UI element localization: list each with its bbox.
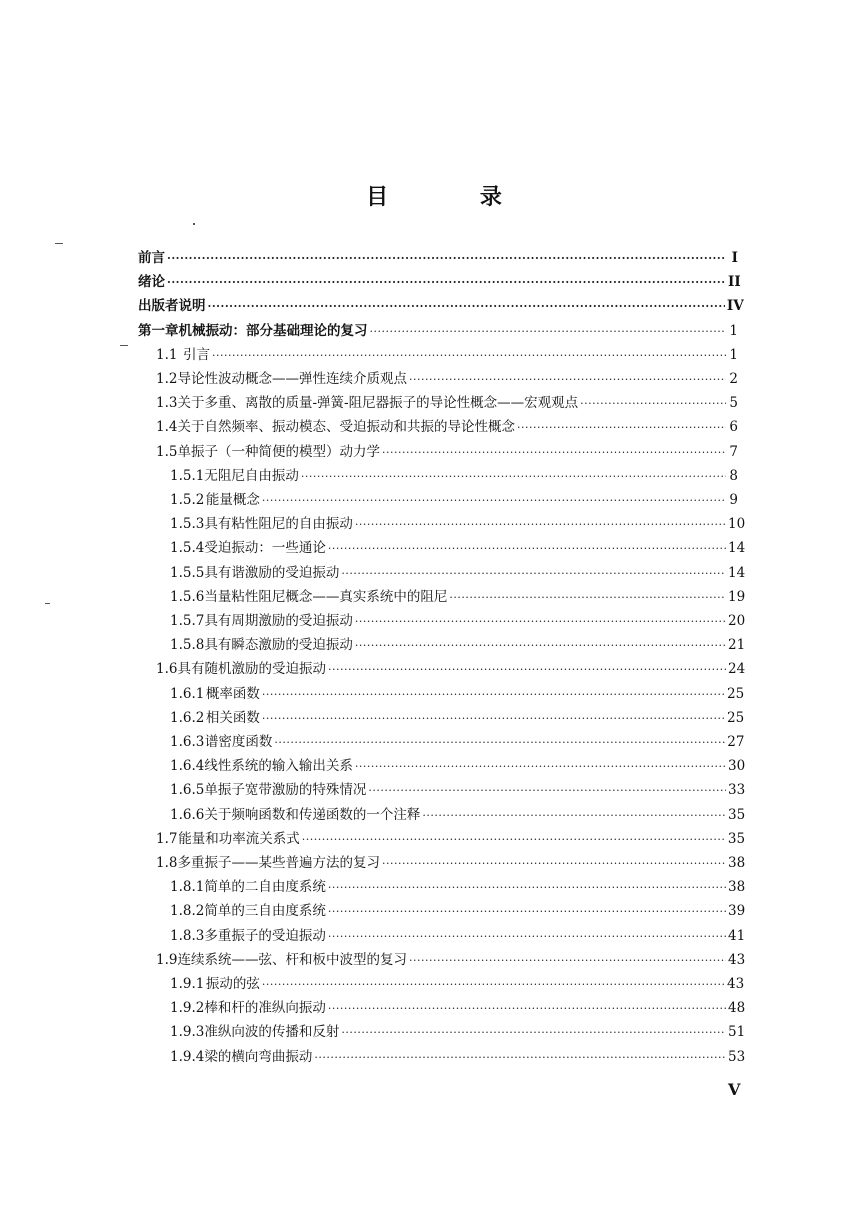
toc-entry-title: 单振子宽带激励的特殊情况 (204, 782, 367, 799)
toc-entry-page: 43 (728, 951, 746, 968)
toc-entry-page: 51 (728, 1024, 746, 1041)
dot-leader (370, 325, 727, 338)
toc-entry-number: 1.9.1 (170, 976, 205, 992)
dot-leader (382, 446, 726, 459)
toc-entry-title: 谱密度函数 (204, 734, 273, 750)
toc-entry-title: 引言 (183, 346, 210, 363)
toc-entry-page: 9 (729, 492, 738, 508)
toc-entry-number: 1.7 (156, 830, 178, 847)
dot-leader (355, 760, 726, 773)
toc-entry-page: 1 (729, 346, 738, 363)
toc-entry-page: 33 (728, 782, 746, 799)
toc-entry-page: 2 (729, 371, 738, 387)
toc-entry (170, 754, 746, 778)
toc-entry-number: 1.6.5 (170, 782, 205, 799)
dot-leader (208, 300, 725, 313)
toc-entry-title: 具有谐激励的受迫振动 (204, 564, 340, 581)
toc-entry-title: 能量和功率流关系式 (178, 830, 300, 847)
dot-leader (422, 809, 726, 822)
dot-leader (355, 518, 726, 531)
toc-entry (170, 1020, 746, 1044)
toc-entry (170, 682, 745, 706)
toc-entry-number: 1.5.8 (170, 637, 205, 654)
page-number: V (728, 1080, 741, 1099)
toc-entry-number: 1.4 (156, 419, 178, 436)
toc-entry-page: 5 (729, 395, 738, 412)
toc-entry (156, 415, 738, 439)
toc-entry-number: 1.8.3 (170, 927, 205, 944)
dot-leader (580, 397, 726, 410)
dot-leader (341, 567, 726, 580)
dot-leader (328, 542, 726, 555)
toc-entry-page: 1 (729, 322, 738, 339)
toc-entry-page: 14 (728, 540, 746, 557)
toc-entry-page: 6 (729, 419, 738, 436)
toc-entry (156, 367, 738, 391)
toc-entry-title: 单振子（一种简便的模型）动力学 (177, 443, 380, 460)
toc-entry-title: 具有瞬态激励的受迫振动 (204, 637, 353, 654)
toc-entry-number: 1.8.2 (170, 903, 205, 920)
dot-leader (517, 421, 726, 434)
toc-entry (156, 851, 746, 875)
dot-leader (274, 736, 725, 749)
toc-entry (170, 633, 746, 657)
toc-entry-title: 棒和杆的准纵向振动 (204, 1000, 326, 1017)
toc-entry-page: 41 (728, 927, 746, 944)
toc-entry (170, 706, 745, 730)
toc-entry (170, 464, 738, 488)
toc-entry (170, 778, 746, 802)
toc-entry-page: 7 (729, 443, 738, 460)
toc-entry-title: 多重振子——某些普遍方法的复习 (177, 855, 380, 871)
toc-entry-page: IV (726, 298, 744, 315)
dot-leader (262, 494, 726, 507)
toc-entry (156, 827, 746, 851)
toc-entry (156, 948, 746, 972)
dot-leader (301, 470, 726, 483)
dot-leader (302, 833, 726, 846)
toc-entry-page: 21 (728, 637, 746, 654)
toc-entry-number: 1.1 (156, 346, 178, 363)
toc-entry-title: 受迫振动：一些通论 (204, 540, 326, 557)
toc-entry (170, 972, 745, 996)
toc-entry (156, 657, 746, 681)
toc-entry-title: 前言 (138, 250, 165, 266)
toc-entry-page: II (728, 274, 741, 291)
toc-entry-page: 25 (727, 685, 745, 702)
toc-entry-page: 24 (728, 661, 746, 678)
toc-entry-title: 连续系统——弦、杆和板中波型的复习 (177, 951, 407, 968)
dot-leader (314, 1051, 726, 1064)
dot-leader (328, 930, 726, 943)
dot-leader (328, 1002, 726, 1015)
dot-leader (212, 349, 726, 362)
dot-leader (368, 784, 726, 797)
toc-entry-number: 1.5.4 (170, 540, 205, 557)
toc-entry-number: 1.5.3 (170, 516, 205, 533)
toc-entry-title: 出版者说明 (138, 298, 206, 315)
toc-entry (138, 294, 744, 318)
dot-leader (355, 615, 726, 628)
dot-leader (409, 373, 726, 386)
toc-entry (156, 343, 738, 367)
dot-leader (328, 881, 726, 894)
toc-entry-page: 48 (728, 1000, 746, 1017)
toc-entry (138, 246, 738, 270)
toc-entry-page: 20 (728, 613, 746, 629)
toc-entry-title: 具有粘性阻尼的自由振动 (204, 516, 353, 533)
toc-entry (170, 512, 746, 536)
toc-entry-number: 第一章 (138, 322, 179, 339)
toc-entry-page: 8 (729, 467, 738, 484)
toc-entry-title: 无阻尼自由振动 (204, 467, 299, 484)
toc-entry-title: 相关函数 (205, 709, 260, 726)
toc-entry (170, 875, 746, 899)
toc-entry-title: 能量概念 (205, 492, 260, 508)
toc-entry-number: 1.9 (156, 951, 178, 968)
scan-speck (55, 243, 63, 244)
toc-entry (170, 899, 746, 923)
dot-leader (409, 954, 726, 967)
toc-entry-number: 1.5 (156, 443, 178, 460)
toc-entry-title: 梁的横向弯曲振动 (204, 1048, 313, 1065)
scan-speck (45, 603, 50, 604)
toc-entry-page: 27 (727, 734, 745, 750)
toc-entry-number: 1.5.2 (170, 492, 205, 508)
toc-entry (170, 730, 745, 754)
toc-entry-title: 关于频响函数和传递函数的一个注释 (204, 806, 421, 823)
toc-entry-title: 绪论 (138, 274, 165, 291)
toc-entry-title: 关于多重、离散的质量-弹簧-阻尼器振子的导论性概念——宏观观点 (177, 395, 579, 412)
toc-entry-page: 38 (728, 855, 746, 871)
toc-entry-title: 当量粘性阻尼概念——真实系统中的阻尼 (204, 588, 448, 605)
toc-entry-page: 35 (727, 830, 746, 847)
toc-entry-page: I (731, 250, 738, 266)
toc-entry-number: 1.9.2 (170, 1000, 205, 1017)
toc-entry (170, 536, 746, 560)
toc-entry (138, 319, 738, 343)
toc-entry (138, 270, 741, 294)
toc-entry-page: 35 (728, 806, 746, 823)
dot-leader (355, 639, 726, 652)
toc-entry (170, 488, 738, 512)
toc-entry-number: 1.8.1 (170, 879, 205, 896)
toc-entry-number: 1.5.6 (170, 588, 205, 605)
dot-leader (167, 252, 726, 265)
toc-entry-number: 1.6 (156, 661, 178, 678)
toc-entry (170, 561, 746, 585)
toc-entry-title: 线性系统的输入输出关系 (204, 758, 353, 775)
toc-entry-number: 1.5.1 (170, 467, 205, 484)
toc-entry-title: 振动的弦 (205, 976, 260, 992)
dot-leader (167, 276, 726, 289)
dot-leader (262, 712, 725, 725)
toc-entry-title: 准纵向波的传播和反射 (204, 1024, 340, 1041)
page-title: 目 录 (366, 184, 544, 210)
toc-entry (156, 440, 738, 464)
toc-entry-title: 机械振动：部分基础理论的复习 (178, 322, 368, 339)
toc-entry-number: 1.5.7 (170, 613, 205, 629)
toc-entry-page: 53 (728, 1048, 746, 1065)
toc-entry-page: 30 (728, 758, 746, 775)
toc-entry-number: 1.8 (156, 855, 178, 871)
dot-leader (262, 978, 725, 991)
toc-entry (170, 1045, 746, 1069)
toc-entry-number: 1.5.5 (170, 564, 205, 581)
toc-entry (156, 391, 738, 415)
toc-entry-page: 19 (728, 588, 746, 605)
toc-entry-page: 10 (728, 516, 746, 533)
toc-entry (170, 803, 746, 827)
toc-entry (170, 924, 746, 948)
toc-entry-page: 14 (728, 564, 746, 581)
dot-leader (382, 857, 726, 870)
toc-entry-title: 导论性波动概念——弹性连续介质观点 (177, 371, 407, 387)
toc-entry-number: 1.6.2 (170, 709, 205, 726)
toc-entry-title: 具有周期激励的受迫振动 (204, 613, 353, 629)
dot-leader (341, 1026, 726, 1039)
toc-entry-number: 1.3 (156, 395, 178, 412)
dot-leader (328, 905, 726, 918)
toc-entry-number: 1.2 (156, 371, 178, 387)
scan-speck (193, 223, 195, 225)
dot-leader (328, 663, 726, 676)
toc-entry-title: 简单的二自由度系统 (204, 879, 326, 896)
toc-entry-number: 1.9.3 (170, 1024, 205, 1041)
toc-entry-title: 具有随机激励的受迫振动 (177, 661, 326, 678)
toc-entry-title: 简单的三自由度系统 (204, 903, 326, 920)
toc-entry-page: 25 (727, 709, 745, 726)
dot-leader (449, 591, 726, 604)
toc-entry-page: 43 (727, 976, 745, 992)
toc-entry-title: 概率函数 (205, 685, 260, 702)
toc-entry (170, 585, 746, 609)
toc-entry (170, 996, 746, 1020)
toc-entry-page: 38 (728, 879, 746, 896)
toc-entry-number: 1.9.4 (170, 1048, 205, 1065)
toc-entry-title: 关于自然频率、振动模态、受迫振动和共振的导论性概念 (177, 419, 515, 436)
scan-speck (120, 345, 128, 346)
toc-entry-number: 1.6.4 (170, 758, 205, 775)
toc-entry-number: 1.6.6 (170, 806, 205, 823)
toc-entry-number: 1.6.3 (170, 734, 205, 750)
toc-entry-page: 39 (728, 903, 746, 920)
toc-entry-number: 1.6.1 (170, 685, 205, 702)
dot-leader (262, 688, 725, 701)
toc-entry (170, 609, 746, 633)
toc-entry-title: 多重振子的受迫振动 (204, 927, 326, 944)
